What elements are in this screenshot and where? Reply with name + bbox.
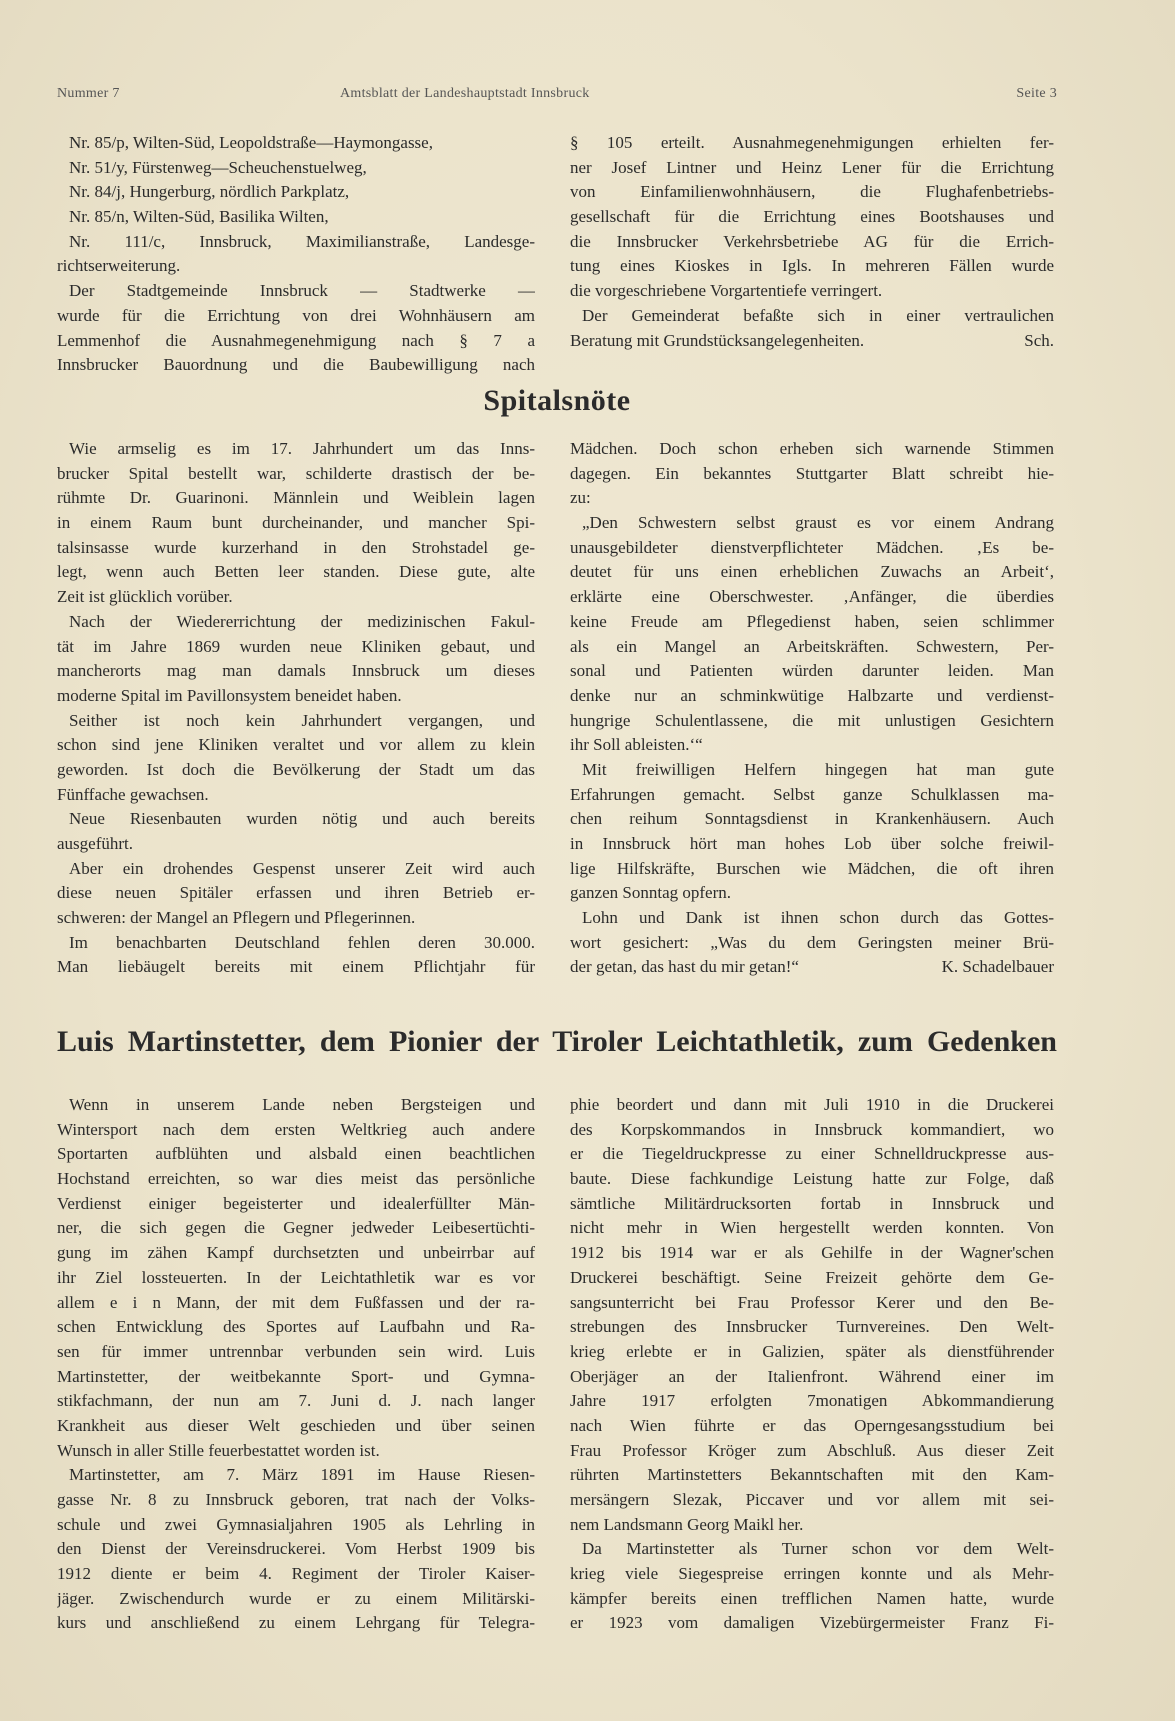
top-left-column <box>57 131 535 378</box>
text-line: gasse Nr. 8 zu Innsbruck geboren, trat nach der Volks- <box>57 1490 535 1509</box>
article-heading-martinstetter: Luis Martinstetter, dem Pionier der Tiroler Leichtathletik, zum Gedenken <box>57 1025 1057 1058</box>
text-line: Nr. 85/p, Wilten-Süd, Leopoldstraße—Haymongasse, <box>69 133 433 152</box>
page-number: Seite 3 <box>1016 86 1057 101</box>
text-line: ner, die sich gegen die Gegner jedweder Leibesertüchti- <box>57 1218 535 1238</box>
text-line: Mädchen. Doch schon erheben sich warnende Stimmen <box>570 439 1054 458</box>
text-line: Oberjäger an der Italienfront. Während einer im <box>570 1366 1054 1386</box>
text-line: nicht mehr in Wien hergestellt werden konnten. Von <box>570 1218 1054 1238</box>
text-line: er 1923 vom damaligen Vizebürgermeister Franz Fi- <box>570 1613 1054 1633</box>
text-line: lige Hilfskräfte, Burschen wie Mädchen, die oft ihren <box>570 858 1054 878</box>
text-line: geworden. Ist doch die Bevölkerung der Stadt um das <box>57 759 535 779</box>
text-line: phie beordert und dann mit Juli 1910 in die Druckerei <box>570 1095 1054 1114</box>
text-line: Martinstetter, am 7. März 1891 im Hause Riesen- <box>69 1465 535 1485</box>
text-line: in Innsbruck hört man hohes Lob über solche freiwil- <box>570 834 1054 853</box>
text-line: Beratung mit Grundstücksangelegenheiten. <box>570 330 865 350</box>
issue-number: Nummer 7 <box>57 86 120 101</box>
text-line: Nach der Wiedererrichtung der medizinischen Fakul- <box>69 611 535 631</box>
text-line: kurs und anschließend zu einem Lehrgang für Telegra- <box>57 1613 535 1633</box>
text-line: Mit freiwilligen Helfern hingegen hat man gute <box>582 759 1054 779</box>
text-line: allem e i n Mann, der mit dem Fußfassen und der ra- <box>57 1292 535 1312</box>
text-line: mersängern Slezak, Piccaver und vor allem mit sei- <box>570 1490 1054 1509</box>
text-line: Sportarten aufblühten und alsbald einen beachtlichen <box>57 1144 535 1164</box>
text-line: Neue Riesenbauten wurden nötig und auch bereits <box>69 809 535 829</box>
text-line: Nr. 111/c, Innsbruck, Maximilianstraße, Landesge- <box>69 231 535 251</box>
text-line: unausgebildeter dienstverpflichteter Mädchen. ‚Es be- <box>570 537 1054 557</box>
text-line: er die Tiegeldruckpresse zu einer Schnelldruckpresse aus- <box>570 1144 1054 1164</box>
spital-left-column <box>57 437 535 980</box>
text-line: ganzen Sonntag opfern. <box>570 883 731 903</box>
text-line: sangsunterricht bei Frau Professor Kerer und den Be- <box>570 1292 1054 1312</box>
text-line: nach Wien führte er das Operngesangsstudium bei <box>570 1415 1054 1435</box>
text-line: 1912 bis 1914 war er als Gehilfe in der Wagner'schen <box>570 1243 1054 1263</box>
text-line: wurde für die Errichtung von drei Wohnhäusern am <box>57 305 535 325</box>
text-line: mancherorts mag man damals Innsbruck um dieses <box>57 661 535 681</box>
text-line: moderne Spital im Pavillonsystem beneidet haben. <box>57 685 402 705</box>
text-line: brucker Spital bestellt war, schilderte drastisch der be- <box>57 463 535 483</box>
text-line: dagegen. Ein bekanntes Stuttgarter Blatt schreibt hie- <box>570 463 1054 483</box>
text-line: schen Entwicklung des Sportes auf Laufbahn und Ra- <box>57 1317 535 1337</box>
text-line: von Einfamilienwohnhäusern, die Flughafenbetriebs- <box>570 182 1054 202</box>
article-signature: K. Schadelbauer <box>941 957 1054 977</box>
text-line: Wenn in unserem Lande neben Bergsteigen und <box>69 1095 535 1114</box>
text-line: erklärte eine Oberschwester. ‚Anfänger, die überdies <box>570 587 1054 607</box>
text-line: tung eines Kioskes in Igls. In mehreren Fällen wurde <box>570 256 1054 276</box>
top-right-column <box>570 131 1054 353</box>
text-line: sen für immer untrennbar verbunden sein wird. Luis <box>57 1341 535 1361</box>
text-line: denke nur an schminkwütige Halbzarte und verdienst- <box>570 685 1054 705</box>
text-line: rührten Martinstetters Bekanntschaften mit den Kam- <box>570 1465 1054 1485</box>
text-line: krieg erlebte er in Galizien, später als dienstführender <box>570 1341 1054 1361</box>
text-line: legt, wenn auch Betten leer standen. Diese gute, alte <box>57 562 535 582</box>
text-line: Da Martinstetter als Turner schon vor dem Welt- <box>582 1539 1054 1559</box>
text-line: strebungen des Innsbrucker Turnvereines. Den Welt- <box>570 1317 1054 1337</box>
page-header <box>57 84 1057 104</box>
text-line: wort gesichert: „Was du dem Geringsten meiner Brü- <box>570 932 1054 952</box>
text-line: der getan, das hast du mir getan!“ <box>570 957 799 977</box>
text-line: baute. Diese fachkundige Leistung hatte zur Folge, daß <box>570 1169 1054 1189</box>
martinstetter-right-column <box>570 1093 1054 1636</box>
article-heading-spitalsnoete: Spitalsnöte <box>483 384 631 417</box>
text-line: deutet für uns einen erheblichen Zuwachs an Arbeit‘, <box>570 562 1054 582</box>
text-line: schule und zwei Gymnasialjahren 1905 als Lehrling in <box>57 1514 535 1534</box>
text-line: ausgeführt. <box>57 834 134 853</box>
text-line: Innsbrucker Bauordnung und die Baubewilligung nach <box>57 355 535 375</box>
martinstetter-left-column <box>57 1093 535 1636</box>
text-line: Fünffache gewachsen. <box>57 784 209 804</box>
text-line: hungrige Schulentlassene, die mit unlustigen Gesichtern <box>570 710 1054 730</box>
text-line: sämtliche Militärdrucksorten fortab in Innsbruck und <box>570 1193 1054 1213</box>
text-line: rühmte Dr. Guarinoni. Männlein und Weiblein lagen <box>57 488 535 508</box>
text-line: Nr. 51/y, Fürstenweg—Scheuchenstuelweg, <box>69 157 367 177</box>
text-line: Lohn und Dank ist ihnen schon durch das Gottes- <box>582 908 1054 928</box>
text-line: stikfachmann, der nun am 7. Juni d. J. nach langer <box>57 1391 535 1411</box>
text-line: kämpfer bereits einen trefflichen Namen hatte, wurde <box>570 1588 1054 1608</box>
text-line: Zeit ist glücklich vorüber. <box>57 587 233 607</box>
text-line: chen reihum Sonntagsdienst in Krankenhäusern. Auch <box>570 809 1054 829</box>
text-line: Lemmenhof die Ausnahmegenehmigung nach § 7 a <box>57 330 535 350</box>
text-line: nem Landsmann Georg Maikl her. <box>570 1514 804 1534</box>
publication-title: Amtsblatt der Landeshauptstadt Innsbruck <box>340 86 590 101</box>
text-line: gesellschaft für die Errichtung eines Bootshauses und <box>570 207 1054 227</box>
text-line: Nr. 84/j, Hungerburg, nördlich Parkplatz, <box>69 182 350 202</box>
text-line: sonal und Patienten würden darunter leiden. Man <box>570 661 1054 681</box>
text-line: die Innsbrucker Verkehrsbetriebe AG für die Errich- <box>570 231 1054 251</box>
text-line: in einem Raum bunt durcheinander, und mancher Spi- <box>57 513 535 533</box>
text-line: tät im Jahre 1869 wurden neue Kliniken gebaut, und <box>57 636 535 656</box>
spital-right-column <box>570 437 1054 980</box>
text-line: ihr Ziel lossteuerten. In der Leichtathletik war es vor <box>57 1267 535 1287</box>
text-line: krieg viele Siegespreise erringen konnte und als Mehr- <box>570 1564 1054 1584</box>
article-signature: Sch. <box>1024 330 1054 350</box>
text-line: „Den Schwestern selbst graust es vor einem Andrang <box>582 513 1054 533</box>
text-line: richtserweiterung. <box>57 256 181 276</box>
text-line: zu: <box>570 488 591 508</box>
text-line: Verdienst einiger begeisterter und idealerfüllter Män- <box>57 1193 535 1213</box>
text-line: schon sind jene Kliniken veraltet und vor allem zu klein <box>57 735 535 755</box>
text-line: diese neuen Spitäler erfassen und ihren Betrieb er- <box>57 883 535 903</box>
text-line: talsinsasse wurde kurzerhand in den Strohstadel ge- <box>57 537 535 557</box>
text-line: ner Josef Lintner und Heinz Lener für die Errichtung <box>570 157 1054 177</box>
text-line: Wunsch in aller Stille feuerbestattet worden ist. <box>57 1440 380 1460</box>
text-line: Im benachbarten Deutschland fehlen deren 30.000. <box>69 932 535 952</box>
text-line: Aber ein drohendes Gespenst unserer Zeit wird auch <box>69 858 535 878</box>
text-line: Der Gemeinderat befaßte sich in einer vertraulichen <box>582 305 1054 325</box>
text-line: Hochstand erreichten, so war dies meist das persönliche <box>57 1169 535 1189</box>
text-line: Man liebäugelt bereits mit einem Pflichtjahr für <box>57 957 535 977</box>
text-line: § 105 erteilt. Ausnahmegenehmigungen erhielten fer- <box>570 133 1054 152</box>
text-line: Martinstetter, der weitbekannte Sport- und Gymna- <box>57 1366 535 1386</box>
text-line: den Dienst der Vereinsdruckerei. Vom Herbst 1909 bis <box>57 1539 535 1559</box>
text-line: Jahre 1917 erfolgten 7monatigen Abkommandierung <box>570 1391 1054 1411</box>
text-line: gung im zähen Kampf durchsetzten und unbeirrbar auf <box>57 1243 535 1263</box>
text-line: Erfahrungen gemacht. Selbst ganze Schulklassen ma- <box>570 784 1054 804</box>
text-line: Frau Professor Kröger zum Abschluß. Aus dieser Zeit <box>570 1440 1054 1460</box>
text-line: Wie armselig es im 17. Jahrhundert um das Inns- <box>69 439 535 458</box>
text-line: ihr Soll ableisten.‘“ <box>570 735 703 755</box>
text-line: Der Stadtgemeinde Innsbruck — Stadtwerke — <box>69 281 535 301</box>
text-line: schweren: der Mangel an Pflegern und Pflegerinnen. <box>57 908 416 928</box>
text-line: 1912 diente er beim 4. Regiment der Tiroler Kaiser- <box>57 1564 535 1584</box>
text-line: jäger. Zwischendurch wurde er zu einem Militärski- <box>57 1588 535 1608</box>
text-line: des Korpskommandos in Innsbruck kommandiert, wo <box>570 1119 1054 1139</box>
text-line: die vorgeschriebene Vorgartentiefe verringert. <box>570 281 883 301</box>
text-line: Krankheit aus dieser Welt geschieden und über seinen <box>57 1415 535 1435</box>
text-line: Seither ist noch kein Jahrhundert vergangen, und <box>69 710 535 730</box>
text-line: Wintersport nach dem ersten Weltkrieg auch andere <box>57 1119 535 1139</box>
text-line: als ein Mangel an Arbeitskräften. Schwestern, Per- <box>570 636 1054 656</box>
text-line: Nr. 85/n, Wilten-Süd, Basilika Wilten, <box>69 207 329 227</box>
text-line: keine Freude am Pflegedienst haben, seien schlimmer <box>570 611 1054 631</box>
text-line: Druckerei beschäftigt. Seine Freizeit gehörte dem Ge- <box>570 1267 1054 1287</box>
